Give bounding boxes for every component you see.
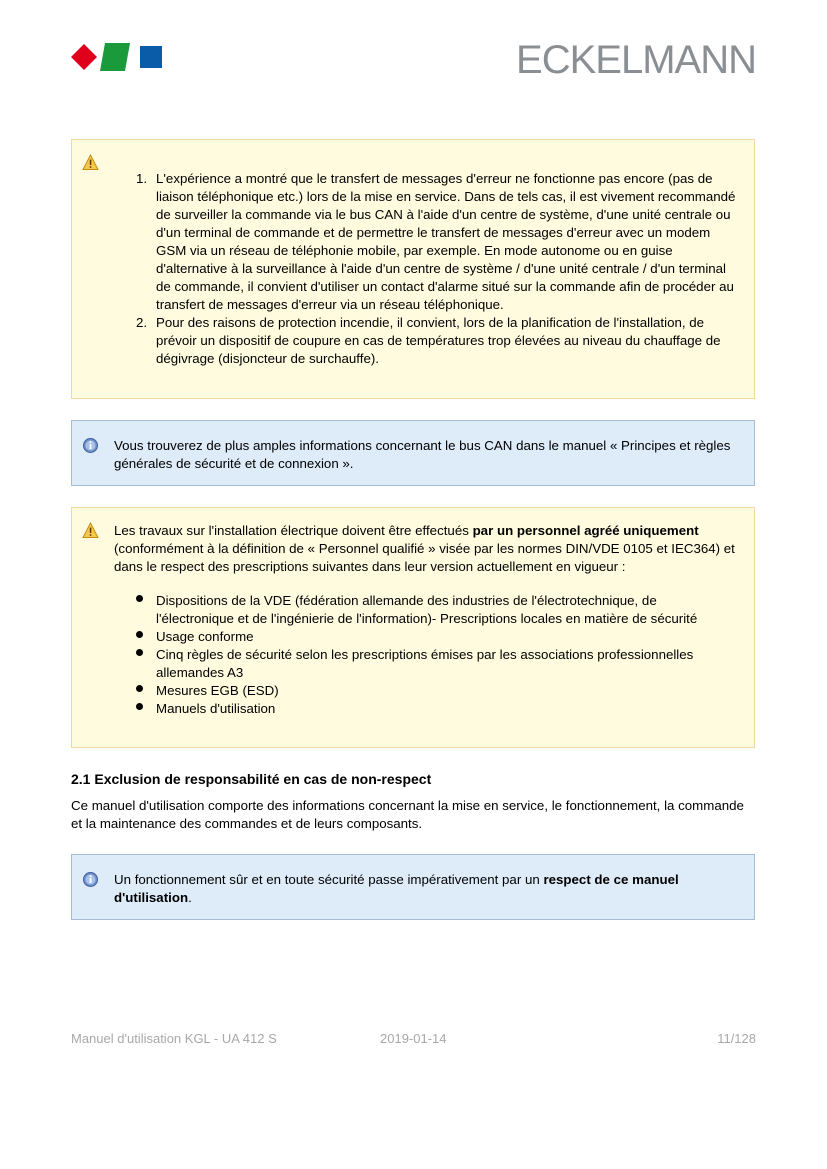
section-heading: 2.1 Exclusion de responsabilité en cas de non-respect: [71, 771, 432, 787]
list-item: 2. Pour des raisons de protection incendie, il convient, lors de la planification de l'installation, de prévoir un dispositif de coupure en cas de températures trop élevées au niveau du chauffage de dégivrage (disjoncteur de surchauffe).: [136, 315, 721, 366]
logo-blue-square: [140, 46, 162, 68]
list-item: 1. L'expérience a montré que le transfert de messages d'erreur ne fonctionne pas encore (pas de liaison téléphonique etc.) lors de la mise en service. Dans de tels cas, il est vivement recommandé de surveiller la commande via le bus CAN à l'aide d'un centre de système, d'une unité centrale ou d'un terminal de commande et de permettre le transfert de messages d'erreur avec un modem GSM via un réseau de téléphonie mobile, par exemple. En mode autonome ou en guise d'alternative à la surveillance à l'aide d'un centre de système / d'une unité centrale / d'un terminal de commande, il convient d'utiliser un contact d'alarme situé sur la commande afin de procéder au transfert de messages d'erreur via un réseau téléphonique.: [136, 171, 736, 312]
footer-date: 2019-01-14: [380, 1031, 447, 1046]
logo-green-parallelogram: [100, 43, 130, 71]
info-icon: [82, 871, 99, 888]
section-paragraph: Ce manuel d'utilisation comporte des informations concernant la mise en service, le fonctionnement, la commande et la maintenance des commandes et de leurs composants.: [71, 798, 744, 831]
info-icon: [82, 437, 99, 454]
list-item: Dispositions de la VDE (fédération allemande des industries de l'électrotechnique, de l'électronique et de l'ingénierie de l'information)- Prescriptions locales en matière de sécurité: [136, 592, 736, 628]
eckelmann-logo: [71, 41, 163, 73]
info-text: Vous trouverez de plus amples informations concernant le bus CAN dans le manuel « Principes et règles générales de sécurité et de connexion ».: [114, 438, 731, 471]
logo-red-diamond: [71, 44, 97, 70]
footer-page-number: 11/128: [717, 1031, 756, 1046]
footer-document-title: Manuel d'utilisation KGL - UA 412 S: [71, 1031, 277, 1046]
warning-text: Les travaux sur l'installation électrique doivent être effectués par un personnel agréé uniquement (conformément à la définition de « Personnel qualifié » visée par les normes DIN/VDE 0105 et IEC364) et dans le respect des prescriptions suivantes dans leur version actuellement en vigueur :: [114, 523, 735, 574]
bullet-icon: [136, 595, 143, 602]
info-box-manual-compliance: [71, 854, 755, 920]
info-box-can-bus: [71, 420, 755, 486]
warning-icon: [82, 154, 99, 171]
list-item-text: Pour des raisons de protection incendie, il convient, lors de la planification de l'installation, de prévoir un dispositif de coupure en cas de températures trop élevées au niveau du chauffage de dégivrage (disjoncteur de surchauffe).: [156, 315, 721, 366]
bullet-icon: [136, 649, 143, 656]
bullet-list: [136, 592, 736, 718]
numbered-list: [130, 170, 742, 368]
bullet-icon: [136, 631, 143, 638]
warning-icon: [82, 522, 99, 539]
warning-box-electrical-work: [71, 507, 755, 748]
brand-name: ECKELMANN: [516, 38, 756, 82]
emphasis-text: respect de ce manuel d'utilisation: [114, 872, 679, 905]
list-item: Manuels d'utilisation: [136, 700, 736, 718]
warning-box-commissioning: [71, 139, 755, 399]
bullet-icon: [136, 703, 143, 710]
list-item: Cinq règles de sécurité selon les prescriptions émises par les associations professionnelles allemandes A3: [136, 646, 736, 682]
list-item: Mesures EGB (ESD): [136, 682, 736, 700]
info-text: Un fonctionnement sûr et en toute sécurité passe impérativement par un respect de ce manuel d'utilisation.: [114, 872, 679, 905]
emphasis-text: par un personnel agréé uniquement: [472, 523, 699, 538]
bullet-icon: [136, 685, 143, 692]
list-item-text: L'expérience a montré que le transfert de messages d'erreur ne fonctionne pas encore (pas de liaison téléphonique etc.) lors de la mise en service. Dans de tels cas, il est vivement recommandé de surveiller la commande via le bus CAN à l'aide d'un centre de système, d'une unité centrale ou d'un terminal de commande et de permettre le transfert de messages d'erreur avec un modem GSM via un réseau de téléphonie mobile, par exemple. En mode autonome ou en guise d'alternative à la surveillance à l'aide d'un centre de système / d'une unité centrale / d'un terminal de commande, il convient d'utiliser un contact d'alarme situé sur la commande afin de procéder au transfert de messages d'erreur via un réseau téléphonique.: [156, 171, 736, 312]
list-item: Usage conforme: [136, 628, 736, 646]
